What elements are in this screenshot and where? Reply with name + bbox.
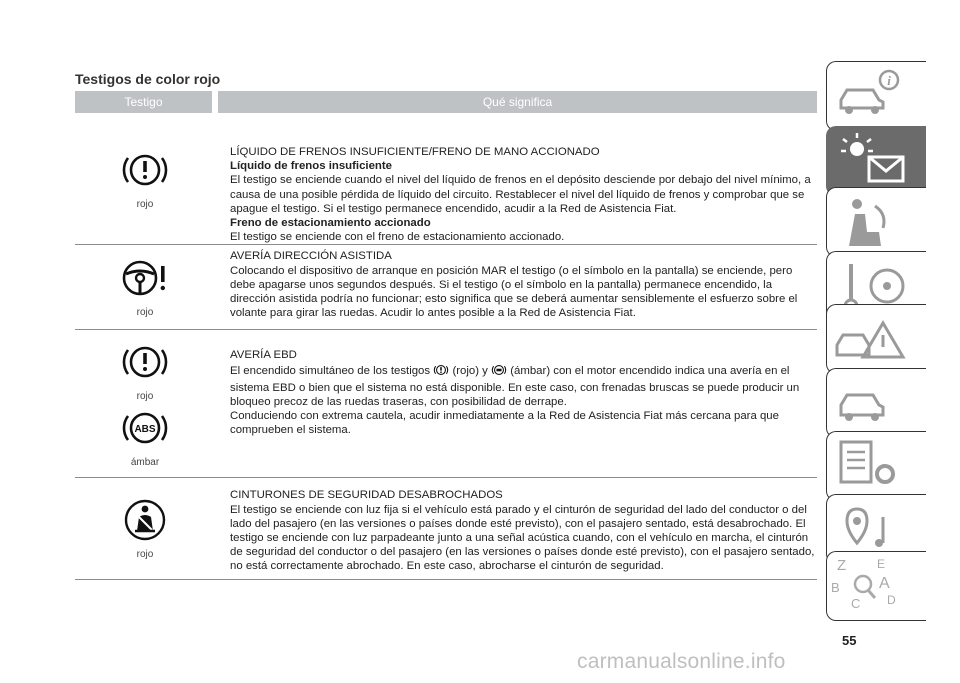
svg-text:i: i <box>887 73 891 88</box>
paragraph-part: (rojo) y <box>452 364 488 377</box>
index-letter: B <box>831 580 840 595</box>
column-header-significado: Qué significa <box>215 91 817 113</box>
brake-warning-icon <box>120 340 170 389</box>
paragraph: El testigo se enciende con el freno de estacionamiento accionado. <box>230 231 565 244</box>
alphabet-index-icon <box>827 552 927 622</box>
watermark: carmanualsonline.info <box>577 650 786 673</box>
color-label: ámbar <box>130 456 160 468</box>
tab-warning-lights[interactable] <box>826 126 926 196</box>
description-cell <box>215 113 817 245</box>
column-header-testigo: Testigo <box>75 91 215 113</box>
tab-technical-data[interactable] <box>826 431 926 501</box>
row-heading: CINTURONES DE SEGURIDAD DESABROCHADOS <box>230 489 503 502</box>
row-heading: AVERÍA DIRECCIÓN ASISTIDA <box>230 250 392 263</box>
abs-icon-text: ABS <box>134 423 156 435</box>
paragraph: El testigo se enciende con luz fija si el vehículo está parado y el cinturón de seguridad del lado del conductor o del lado del pasajero (en las versiones o países donde esté previsto), con el pasajero sentado, está desabrochado. El testigo se enciende con luz parpadeante junto a una señal acústica cuando, con el vehículo en marcha, el cinturón de seguridad del conductor o del pasajero (en las versiones o países donde esté previsto), con el pasajero sentado, no está correctamente abrochado. En este caso, abrocharse el cinturón de seguridad. <box>230 503 815 573</box>
tab-safety[interactable] <box>826 187 926 257</box>
paragraph: El testigo se enciende cuando el nivel del líquido de frenos en el depósito desciende por debajo del nivel mínimo, a causa de una posible pérdida de líquido del circuito. Restablecer el nivel del líquido de frenos y comprobar que se apague el testigo. Si el testigo permanece encendido, acudir a la Red de Asistencia Fiat. <box>230 174 811 215</box>
indicator-cell <box>75 330 215 478</box>
paragraph: Colocando el dispositivo de arranque en posición MAR el testigo (o el símbolo en la pantalla) se enciende, pero debe apagarse unos segundos después. Si el testigo (o el símbolo en la pantalla) permanece encendido, la dirección asistida podría no funcionar; esto significa que se deberá aumentar sensiblemente el esfuerzo sobre el volante para girar las ruedas. Acudir lo antes posible a la Red de Asistencia Fiat. <box>230 264 798 320</box>
index-letter: A <box>879 575 890 592</box>
tab-vehicle-info[interactable] <box>826 61 926 131</box>
paragraph: Conduciendo con extrema cautela, acudir inmediatamente a la Red de Asistencia Fiat más cercana para que comprueben el sistema. <box>230 410 779 437</box>
indicator-cell <box>75 113 215 245</box>
color-label: rojo <box>136 307 154 319</box>
abs-warning-icon <box>120 406 170 455</box>
table-row <box>75 330 817 478</box>
color-label: rojo <box>136 390 154 402</box>
warning-lights-table <box>75 91 817 580</box>
seat-airbag-icon <box>827 188 927 258</box>
color-label: rojo <box>136 198 154 210</box>
tab-maintenance[interactable] <box>826 368 926 438</box>
tab-index[interactable] <box>826 551 926 621</box>
index-letter: D <box>887 593 896 607</box>
table-row <box>75 245 817 330</box>
color-label: rojo <box>136 548 154 560</box>
page-title: Testigos de color rojo <box>75 71 221 87</box>
indicator-cell <box>75 245 215 330</box>
table-row <box>75 113 817 245</box>
brake-warning-icon <box>120 148 170 197</box>
index-letter: E <box>877 557 886 571</box>
page-number: 55 <box>842 633 857 648</box>
row-heading: LÍQUIDO DE FRENOS INSUFICIENTE/FRENO DE MANO ACCIONADO <box>230 146 600 158</box>
hazard-car-icon <box>827 305 927 375</box>
seatbelt-warning-icon <box>123 498 167 547</box>
brake-warning-inline-icon <box>433 363 449 381</box>
abs-warning-inline-icon <box>491 363 507 381</box>
power-steering-warning-icon <box>119 256 171 305</box>
description-cell <box>215 245 817 330</box>
row-heading: AVERÍA EBD <box>230 349 297 362</box>
paragraph-part: (ámbar) con el motor encendido indica una avería en el sistema EBD o bien que el sistema no está disponible. En este caso, con frenadas bruscas se puede producir un bloqueo precoz de las ruedas traseras, con posibilidad de derrape. <box>230 364 800 409</box>
tab-emergency[interactable] <box>826 304 926 374</box>
description-cell <box>215 478 817 580</box>
index-letter: Z <box>837 557 847 574</box>
car-service-icon <box>827 369 927 439</box>
table-row <box>75 478 817 580</box>
subheading: Líquido de frenos insuficiente <box>230 160 393 173</box>
paragraph <box>230 363 817 410</box>
document-gear-icon <box>827 432 927 502</box>
index-letter: C <box>851 596 861 611</box>
subheading: Freno de estacionamiento accionado <box>230 217 431 230</box>
paragraph-part: El encendido simultáneo de los testigos <box>230 364 431 377</box>
indicator-cell <box>75 478 215 580</box>
description-cell <box>215 330 817 478</box>
car-info-icon <box>827 62 927 132</box>
